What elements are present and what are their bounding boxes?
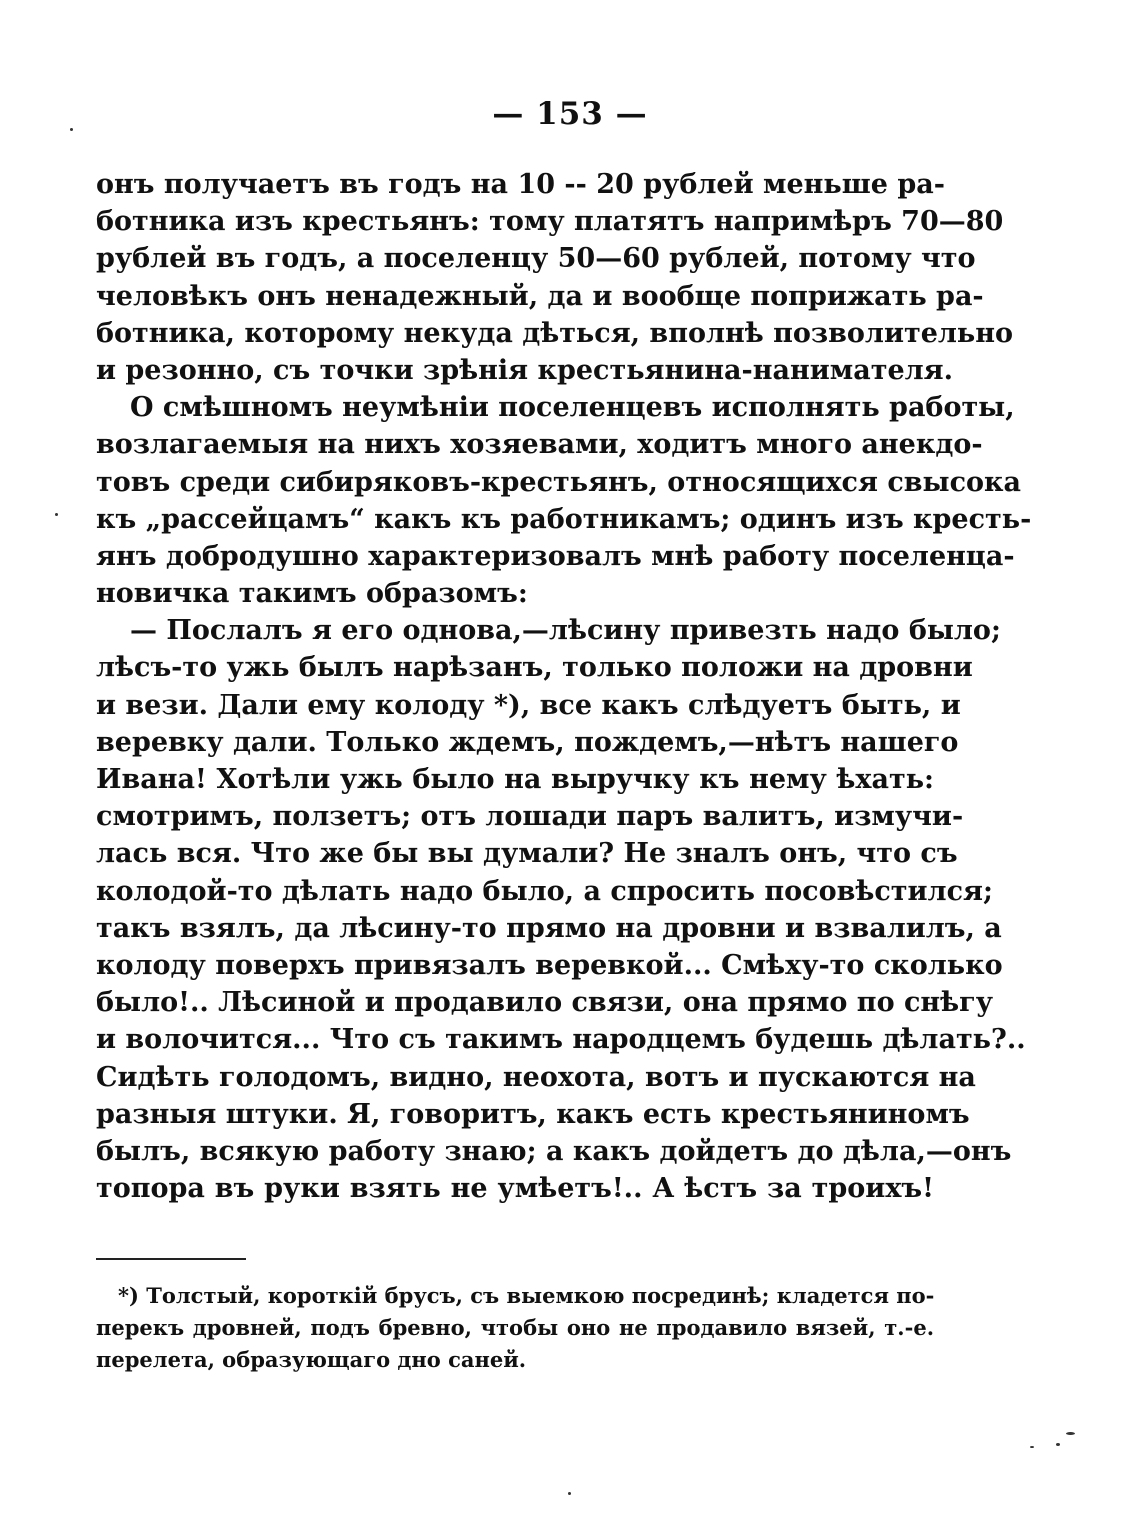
- text-line: и вези. Дали ему колоду *), все какъ слѣдуетъ быть, и: [96, 689, 961, 721]
- text-line: смотримъ, ползетъ; отъ лошади паръ валитъ, измучи-: [96, 801, 964, 833]
- scan-speck: [1066, 1432, 1075, 1435]
- text-line: товъ среди сибиряковъ-крестьянъ, относящихся свысока: [96, 466, 1022, 498]
- text-line: лась вся. Что же бы вы думали? Не зналъ онъ, что съ: [96, 838, 958, 870]
- text-line: новичка такимъ образомъ:: [96, 578, 528, 610]
- body-text: [96, 166, 1032, 1207]
- text-line: лѣсъ-то ужь былъ нарѣзанъ, только положи на дровни: [96, 652, 973, 684]
- text-line: рублей въ годъ, а поселенцу 50—60 рублей, потому что: [96, 243, 976, 275]
- text-line: янъ добродушно характеризовалъ мнѣ работу поселенца-: [96, 540, 1015, 572]
- text-line: колоду поверхъ привязалъ веревкой... Смѣху-то сколько: [96, 949, 1003, 981]
- text-line: ботника, которому некуда дѣться, вполнѣ позволительно: [96, 317, 1014, 349]
- text-line: колодой-то дѣлать надо было, а спросить посовѣстился;: [96, 875, 993, 907]
- text-line: онъ получаетъ въ годъ на 10 -- 20 рублей меньше ра-: [96, 169, 945, 200]
- page-number: — 153 —: [492, 96, 648, 132]
- text-line: ботника изъ крестьянъ: тому платятъ напримѣръ 70—80: [96, 206, 1004, 238]
- scan-speck: [55, 513, 58, 516]
- text-line: и резонно, съ точки зрѣнія крестьянина-нанимателя.: [96, 354, 954, 386]
- scan-speck: [1030, 1446, 1034, 1448]
- text-line: возлагаемыя на нихъ хозяевами, ходитъ много анекдо-: [96, 429, 983, 461]
- text-line: былъ, всякую работу знаю; а какъ дойдетъ до дѣла,—онъ: [96, 1135, 1012, 1167]
- text-line: Сидѣть голодомъ, видно, неохота, вотъ и пускаются на: [96, 1061, 976, 1093]
- text-line: — Послалъ я его однова,—лѣсину привезть надо было;: [130, 615, 1001, 647]
- text-line: человѣкъ онъ ненадежный, да и вообще поприжать ра-: [96, 280, 984, 312]
- footnote: [96, 1280, 934, 1376]
- footnote-line: перекъ дровней, подъ бревно, чтобы оно не продавило вязей, т.-е.: [96, 1315, 934, 1340]
- text-line: О смѣшномъ неумѣніи поселенцевъ исполнять работы,: [130, 392, 1015, 424]
- scan-speck: [1056, 1443, 1060, 1446]
- text-line: къ „рассейцамъ“ какъ къ работникамъ; одинъ изъ кресть-: [96, 503, 1032, 535]
- text-line: Ивана! Хотѣли ужь было на выручку къ нему ѣхать:: [96, 764, 934, 795]
- scan-speck: [70, 128, 73, 131]
- footnote-line: перелета, образующаго дно саней.: [96, 1347, 527, 1372]
- text-line: такъ взялъ, да лѣсину-то прямо на дровни и взвалилъ, а: [96, 912, 1002, 944]
- text-line: разныя штуки. Я, говоритъ, какъ есть крестьяниномъ: [96, 1098, 970, 1130]
- footnote-divider: [96, 1258, 246, 1260]
- text-line: веревку дали. Только ждемъ, пождемъ,—нѣтъ нашего: [96, 726, 959, 758]
- footnote-line: *) Толстый, короткій брусъ, съ выемкою посрединѣ; кладется по-: [118, 1283, 935, 1308]
- text-line: было!.. Лѣсиной и продавило связи, она прямо по снѣгу: [96, 987, 993, 1019]
- text-line: и волочится... Что съ такимъ народцемъ будешь дѣлать?..: [96, 1024, 1026, 1056]
- scan-speck: [568, 1492, 571, 1495]
- text-line: топора въ руки взять не умѣетъ!.. А ѣстъ за троихъ!: [96, 1173, 934, 1205]
